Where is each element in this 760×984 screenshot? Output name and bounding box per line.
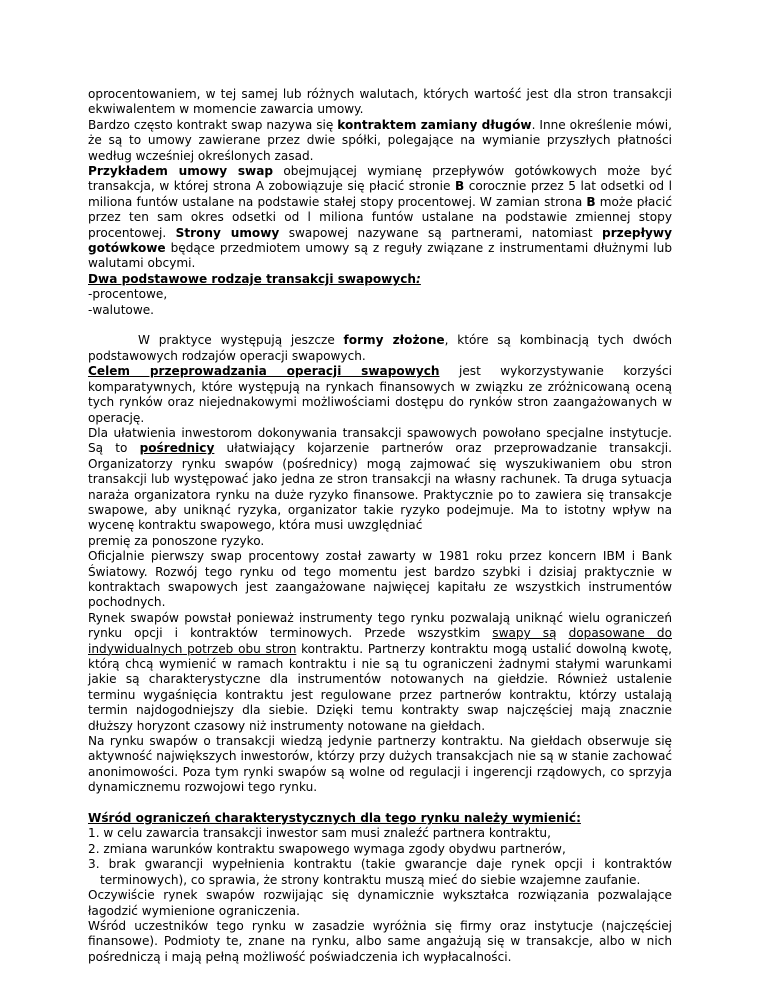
list-item: 3. brak gwarancji wypełnienia kontraktu (takie gwarancje daje rynek opcji i kontraktów terminowych), co sprawia, że strony kontraktu muszą mieć do siebie wzajemne zaufanie. [88,857,672,887]
term-swap-example: Przykładem umowy swap [88,164,274,179]
party-b-label: B [586,194,596,209]
term-parties: Strony umowy [175,225,280,240]
paragraph-debt-swap: Bardzo często kontrakt swap nazywa się kontraktem zamiany długów. Inne określenie mówi, że są to umowy zawierane przez dwie spółki, polegające na wymianie przyszłych płatności według wcześniej określonych zasad. [88,117,673,163]
document-page [88,87,672,965]
paragraph-definition: oprocentowaniem, w tej samej lub różnych walutach, których wartość jest dla stron transakcji ekwiwalentem w momencie zawarcia umowy. [88,87,672,117]
term-purpose: Celem przeprowadzania operacji swapowych [88,364,440,379]
paragraph-anonymity: Na rynku swapów o transakcji wiedzą jedynie partnerzy kontraktu. Na giełdach obserwuje się aktywność największych inwestorów, którzy przy dużych transakcjach nie są w stanie zachować anonimowości. Poza tym rynki swapów są wolne od regulacji i ingerencji rządowych, co sprzyja dynamicznemu rozwojowi tego rynku. [88,734,672,795]
paragraph-participants: Wśród uczestników tego rynku w zasadzie wyróżnia się firmy oraz instytucje (najczęściej finansowe). Podmioty te, znane na rynku, albo same angażują się w transakcje, albo w nich pośredniczą i mają pełną możliwość poświadczenia ich wypłacalności. [88,918,672,964]
paragraph-intermediaries-end: premię za ponoszone ryzyko. [88,533,265,548]
paragraph-example: Przykładem umowy swap obejmującej wymianę przepływów gotówkowych może być transakcja, w której strona A zobowiązuje się płacić stronie B corocznie przez 5 lat odsetki od l miliona funtów ustalane na podstawie stałej stopy procentowej. W zamian strona B może płacić przez ten sam okres odsetki od l miliona funtów ustalane na podstawie zmiennej stopy procentowej. Strony umowy swapowej nazywane są partnerami, natomiast przepływy gotówkowe będące przedmiotem umowy są z reguły związane z instrumentami dłużnymi lub walutami obcymi. [88,164,672,271]
paragraph-advantages: Rynek swapów powstał ponieważ instrumenty tego rynku pozwalają uniknąć wielu ograniczeń rynku opcji i kontraktów terminowych. Przede wszystkim swapy są dopasowane do indywidualnych potrzeb obu stron kontraktu. Partnerzy kontraktu mogą ustalić dowolną kwotę, którą chcą wymienić w ramach kontraktu i nie są tu ograniczeni żadnymi stałymi warunkami jakie są charakterystyczne dla instrumentów notowanych na giełdzie. Również ustalenie terminu wygaśnięcia kontraktu jest regulowane przez partnerów kontraktu, którzy ustalają termin najdogodniejszy dla siebie. Dzięki temu kontrakty swap najczęściej mają znacznie dłuższy horyzont czasowy niż instrumenty notowane na giełdach. [88,610,672,733]
term-intermediaries: pośrednicy [139,441,215,456]
term-complex-forms: formy złożone [343,333,445,348]
list-item: 1. w celu zawarcia transakcji inwestor sam musi znaleźć partnera kontraktu, [88,826,551,841]
paragraph-history: Oficjalnie pierwszy swap procentowy został zawarty w 1981 roku przez koncern IBM i Bank Światowy. Rozwój tego rynku od tego momentu jest bardzo szybki i dzisiaj praktycznie w kontraktach swapowych jest zaangażowane najwięcej kapitału ze wszystkich instrumentów pochodnych. [88,549,672,610]
paragraph-intermediaries: Dla ułatwienia inwestorom dokonywania transakcji spawowych powołano specjalne instytucje. Są to pośrednicy ułatwiający kojarzenie partnerów oraz przeprowadzanie transakcji. Organizatorzy rynku swapów (pośrednicy) mogą zajmować się wyszukiwaniem obu stron transakcji lub występować jako jedna ze stron transakcji na własny rachunek. Ta druga sytuacja naraża organizatora rynku na duże ryzyko finansowe. Praktycznie po to zawiera się transakcje swapowe, aby uniknąć ryzyka, organizator takie ryzyko podejmuje. Ma to istotny wpływ na wycenę kontraktu swapowego, która musi uwzględniać [88,425,672,533]
paragraph-complex-forms: W praktyce występują jeszcze formy złożone, które są kombinacją tych dwóch podstawowych rodzajów operacji swapowych. [88,333,672,363]
spacer [88,318,672,333]
paragraph-purpose: Celem przeprowadzania operacji swapowych jest wykorzystywanie korzyści komparatywnych, które występują na rynkach finansowych w związku ze zróżnicowaną oceną tych rynków oraz niejednakowymi możliwościami dostępu do rynków stron zaangażowanych w operację. [88,364,672,425]
term-cash-flows: przepływy gotówkowe [88,225,672,256]
paragraph-solutions: Oczywiście rynek swapów rozwijając się dynamicznie wykształca rozwiązania pozwalające łagodzić wymienione ograniczenia. [88,888,672,918]
heading-swap-types: Dwa podstawowe rodzaje transakcji swapowych: [88,271,421,286]
list-item: -walutowe. [88,302,155,317]
term-debt-swap: kontraktem zamiany długów [337,117,532,132]
spacer [88,796,672,811]
list-item: 2. zmiana warunków kontraktu swapowego wymaga zgody obydwu partnerów, [88,841,566,856]
heading-limitations: Wśród ograniczeń charakterystycznych dla tego rynku należy wymienić: [88,811,581,826]
party-b-label: B [454,179,465,194]
list-item: -procentowe, [88,287,168,302]
